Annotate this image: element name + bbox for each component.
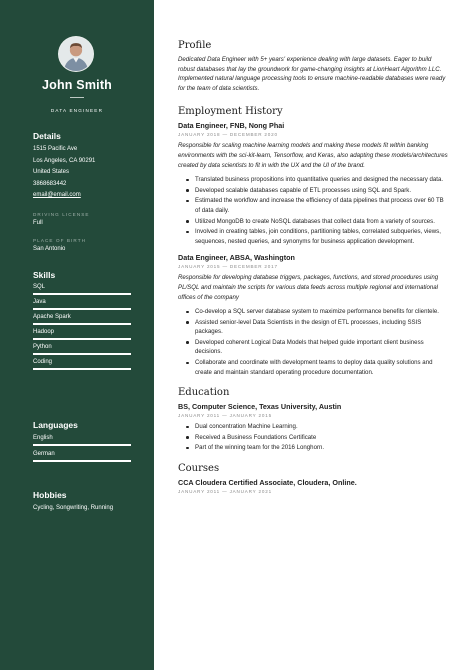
skill-name: Java <box>33 299 46 305</box>
employment-section <box>178 106 448 377</box>
course-dates: JANUARY 2011 — JANUARY 2021 <box>178 489 272 495</box>
education-title: Education <box>178 387 230 399</box>
address-country: United States <box>33 169 70 175</box>
skill-name: Coding <box>33 359 53 365</box>
job-bullets <box>178 175 448 246</box>
job-bullet: Developed coherent Logical Data Models that helped guide important client business decisions. <box>178 338 448 357</box>
profile-text: Dedicated Data Engineer with 5+ years' experience dealing with large datasets. Eager to build robust databases that lay the groundwork for game-changing insights at LionHeart Algorithm LLC. Implemented natural language processing tools to ensure machine-readable databases were ready for the team of data scientists. <box>178 56 446 92</box>
skill-level-fill <box>33 308 131 310</box>
skill-item <box>33 298 131 310</box>
skills-list <box>33 283 131 370</box>
place-of-birth-value: San Antonio <box>33 245 66 252</box>
hobbies-section <box>33 490 131 515</box>
job-bullet: Involved in creating tables, join conditions, partitioning tables, correlated subqueries, views, sequences, nested queries, and synonyms for business application development. <box>178 227 448 246</box>
main-content <box>178 40 448 498</box>
education-section <box>178 387 448 453</box>
address-line2: Los Angeles, CA 90291 <box>33 157 96 164</box>
driving-license-value: Full <box>33 219 43 226</box>
avatar <box>58 36 94 72</box>
job-summary: Responsible for scaling machine learning models and making these models fit within banking environments with the sci-kit-learn, Tensorflow, and Keras, also adapting these models/architectures created by data scientists to fit in with the UX and the UI of the brand. <box>178 142 448 169</box>
education-bullet: Part of the winning team for the 2016 Longhorn. <box>178 443 448 453</box>
skills-section <box>33 270 131 370</box>
jobs-list <box>178 121 448 377</box>
language-level-bar <box>33 460 131 462</box>
skill-level-fill <box>33 323 131 325</box>
job-entry <box>178 121 448 246</box>
job-bullet: Collaborate and coordinate with development teams to deploy data quality solutions and create and maintain standard operating procedure documentation. <box>178 358 448 377</box>
skill-level-fill <box>33 368 131 370</box>
details-title: Details <box>33 131 61 141</box>
courses-title: Courses <box>178 463 220 475</box>
candidate-name: John Smith <box>41 78 113 92</box>
job-bullets <box>178 307 448 377</box>
skill-level-bar <box>33 368 131 370</box>
skill-name: Python <box>33 344 52 350</box>
skill-item <box>33 358 131 370</box>
skill-level-fill <box>33 353 131 355</box>
skill-level-bar <box>33 353 131 355</box>
education-bullets <box>178 422 448 453</box>
language-name: German <box>33 451 55 457</box>
language-item <box>33 450 131 462</box>
job-title: Data Engineer, ABSA, Washington <box>178 253 295 263</box>
job-bullet: Utilized MongoDB to create NoSQL databases that collect data from a variety of sources. <box>178 217 448 227</box>
hobbies-text: Cycling, Songwriting, Running <box>33 505 114 511</box>
employment-title: Employment History <box>178 106 283 118</box>
languages-title: Languages <box>33 420 78 430</box>
skill-name: SQL <box>33 284 46 290</box>
job-bullet: Co-develop a SQL server database system to maximize performance benefits for clientele. <box>178 307 448 317</box>
course-name: CCA Cloudera Certified Associate, Cloudera, Online. <box>178 478 357 488</box>
skill-item <box>33 313 131 325</box>
skill-level-fill <box>33 293 131 295</box>
place-of-birth-label: PLACE OF BIRTH <box>33 237 87 243</box>
job-title: Data Engineer, FNB, Nong Phai <box>178 121 285 131</box>
skill-item <box>33 328 131 340</box>
skill-level-fill <box>33 338 131 340</box>
language-name: English <box>33 435 53 441</box>
driving-license-label: DRIVING LICENSE <box>33 211 90 217</box>
skill-level-bar <box>33 293 131 295</box>
details-section <box>33 131 131 254</box>
job-bullet: Estimated the workflow and increase the efficiency of data pipelines that process over 60 TB of data daily. <box>178 196 448 215</box>
education-bullet: Dual concentration Machine Learning. <box>178 422 448 432</box>
education-dates: JANUARY 2011 — JANUARY 2015 <box>178 413 272 419</box>
profile-photo-icon <box>59 37 93 71</box>
skill-level-bar <box>33 323 131 325</box>
email-link[interactable]: email@email.com <box>33 192 81 198</box>
sidebar <box>0 0 154 670</box>
job-bullet: Assisted senior-level Data Scientists in the design of ETL processes, including SSIS packages. <box>178 318 448 337</box>
courses-section <box>178 463 448 494</box>
skill-level-bar <box>33 308 131 310</box>
languages-list <box>33 434 131 462</box>
language-level-bar <box>33 444 131 446</box>
job-dates: JANUARY 2018 — DECEMBER 2020 <box>178 132 278 138</box>
skill-level-bar <box>33 338 131 340</box>
job-dates: JANUARY 2015 — DECEMBER 2017 <box>178 264 278 270</box>
address-line1: 1515 Pacific Ave <box>33 146 78 152</box>
hobbies-title: Hobbies <box>33 490 67 500</box>
skill-item <box>33 343 131 355</box>
name-divider <box>70 97 84 98</box>
skill-item <box>33 283 131 295</box>
education-bullet: Received a Business Foundations Certificate <box>178 433 448 443</box>
profile-section <box>178 40 448 93</box>
job-summary: Responsible for developing database triggers, packages, functions, and stored procedures using PL/SQL and maintain the scripts for various data feeds across multiple regional and international offices of the company <box>178 274 439 301</box>
phone-number: 3868683442 <box>33 180 67 187</box>
skill-name: Hadoop <box>33 329 55 335</box>
skill-name: Apache Spark <box>33 314 71 320</box>
languages-section <box>33 420 131 462</box>
job-entry <box>178 253 448 377</box>
education-degree: BS, Computer Science, Texas University, Austin <box>178 402 342 412</box>
candidate-job-title: DATA ENGINEER <box>50 108 104 113</box>
skills-title: Skills <box>33 270 56 280</box>
profile-title: Profile <box>178 40 212 51</box>
job-bullet: Translated business propositions into quantitative queries and designed the necessary data. <box>178 175 448 185</box>
job-bullet: Developed scalable databases capable of ETL processes using SQL and Spark. <box>178 186 448 196</box>
language-item <box>33 434 131 446</box>
